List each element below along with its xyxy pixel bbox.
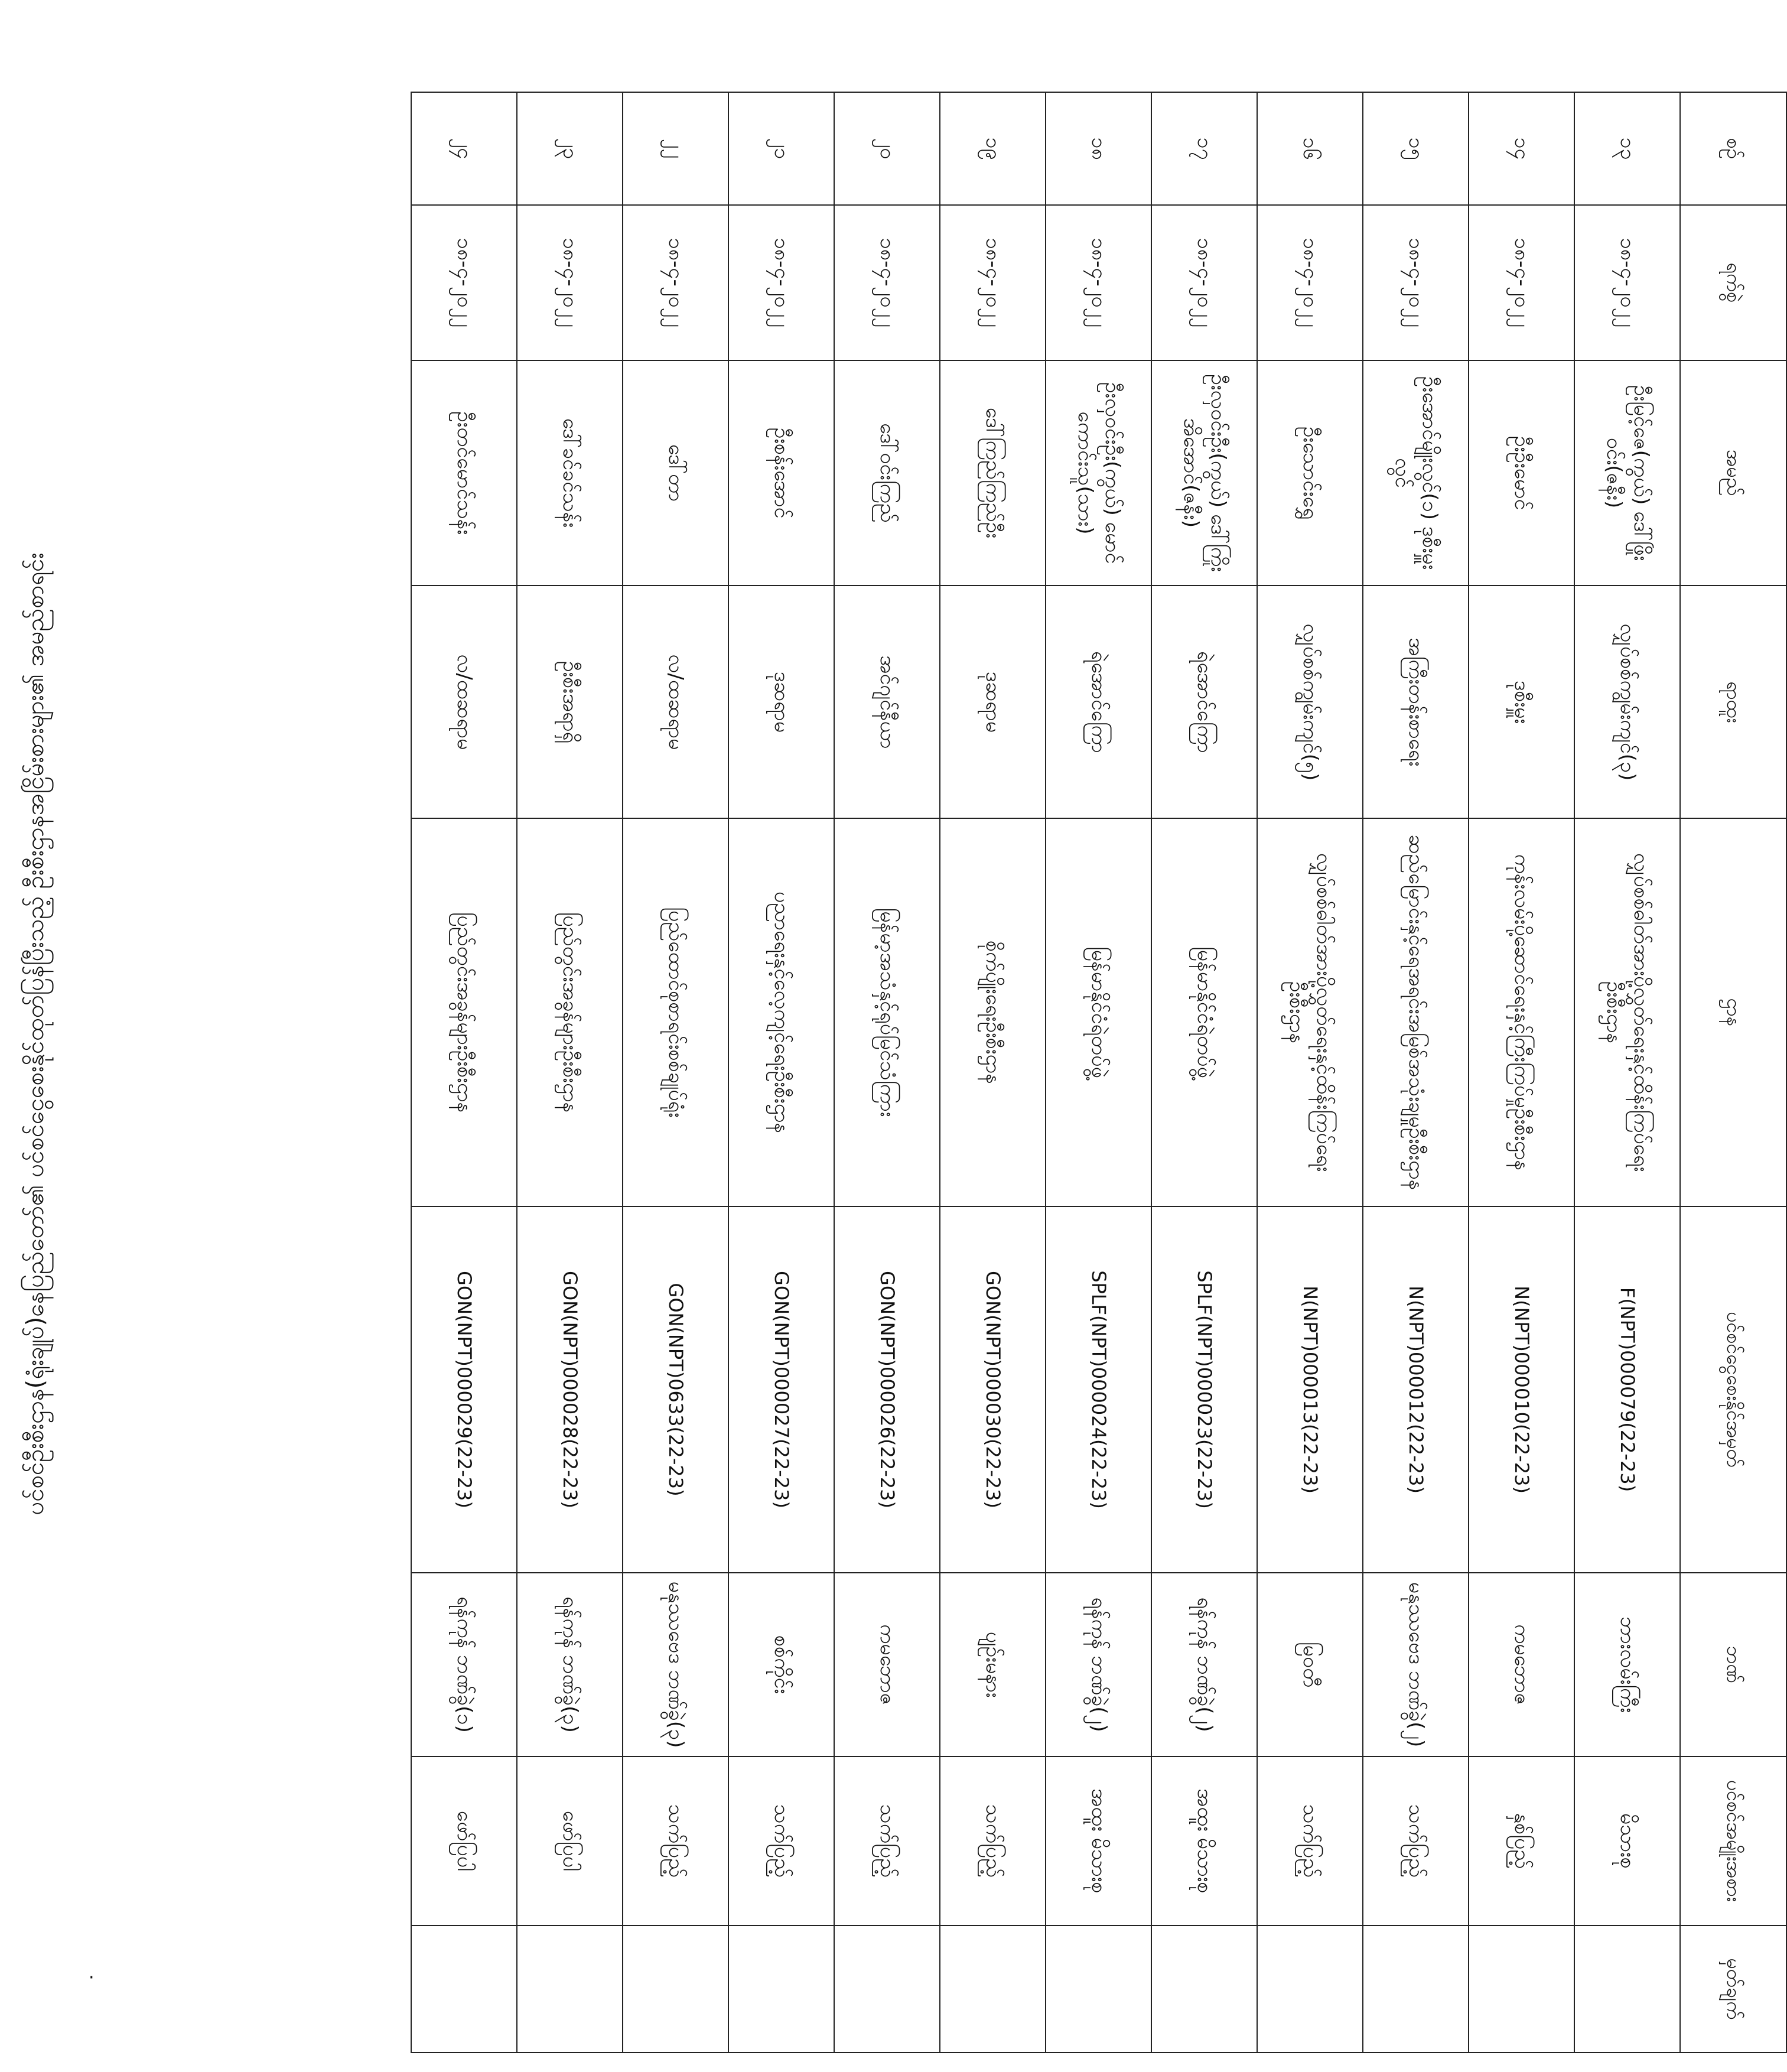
table-row: [1151, 92, 1257, 2053]
cell-no: ၁၅: [1363, 92, 1469, 205]
cell-category: သက်ပြည့်: [728, 1757, 834, 1925]
cell-no: ၁၃: [1574, 92, 1680, 205]
cell-department: ဆည်မြောင်းနှင့်ရေအရင်းအမြစ်အသုံးချမှုဦးစီးဌာန: [1363, 818, 1469, 1206]
cell-permit-no: GON(NPT)000027(22-23): [728, 1206, 834, 1573]
cell-pension-type: မြဝတီ: [1257, 1573, 1363, 1756]
cell-name: ဦးအောင်မျိုးလွင်(၁) ဒုစီးမှူးလွင်: [1363, 360, 1469, 586]
cell-name: ဦးမြင့်ဇေ(ကွယ်) ဒေါ်ဖြိုးဝင်း(ဇနီး): [1574, 360, 1680, 586]
cell-position: ဒုစီးမှူး: [1469, 586, 1574, 818]
cell-position: လျှပ်စစ်ကျွမ်းကျင်(၅): [1257, 586, 1363, 818]
cell-date: ၁၈-၄-၂၀၂၂: [411, 205, 517, 360]
cell-pension-type: ရန်ကုန် ဘဏ်ခွဲ(၂): [1151, 1573, 1257, 1756]
document-title: ပင်စင်ဦးစီးဌာန(ရုံးချုပ်)နေပြည်တော်၏ ပင်စင်ငွေစေးနိုင်ထုတ်ပြန်ပြီးသည့် ဦးစီးဌာနအငြိမ်းစားများ၏ အမည်စာရင်း: [22, 552, 49, 1515]
header-name: အမည်: [1680, 360, 1786, 586]
table-row: [834, 92, 940, 2053]
cell-date: ၁၈-၄-၂၀၂၂: [834, 205, 940, 360]
cell-pension-type: ကမဘောဇ: [1469, 1573, 1574, 1756]
cell-pension-type: ကမဘောဇ: [834, 1573, 940, 1756]
cell-permit-no: SPLF(NPT)000024(22-23): [1046, 1206, 1151, 1573]
table-header-row: [1680, 92, 1786, 2053]
cell-date: ၁၈-၄-၂၀၂၂: [1469, 205, 1574, 360]
table-row: [728, 92, 834, 2053]
cell-department: ပညာရေးနှင့်လေ့ကျင့်ရေးဦးစီးဌာန: [728, 818, 834, 1206]
cell-date: ၁၈-၄-၂၀၂၂: [1363, 205, 1469, 360]
cell-remark: [1574, 1925, 1680, 2053]
cell-pension-type: ရန်ကုန် ဘဏ်ခွဲ(၃): [517, 1573, 623, 1756]
header-department: ဌာန: [1680, 818, 1786, 1206]
cell-category: သက်ပြည့်: [1363, 1757, 1469, 1925]
cell-department: လျှပ်စစ်ဓါတ်အားပို့လွှတ်ရေးနှင့်ထိန်းကြပ်ရေး ဦးစီးဌာန: [1257, 818, 1363, 1206]
cell-remark: [411, 1925, 517, 2053]
cell-name: ဦးလှဝင်းဦး(ကွယ်) မောင်ကောင်းသူ(သား): [1046, 360, 1151, 586]
cell-name: ဦးသောင်းရွှေ: [1257, 360, 1363, 586]
cell-date: ၁၈-၄-၂၀၂၂: [940, 205, 1046, 360]
cell-department: ကုန်းလမ်းပို့ဆောင်ရေးနှင့်ကြီးကြပ်မှုဦးစီးဌာန: [1469, 818, 1574, 1206]
cell-permit-no: F(NPT)000079(22-23): [1574, 1206, 1680, 1573]
cell-name: ဒေါ်ဝင်းကြည်: [834, 360, 940, 586]
cell-permit-no: SPLF(NPT)000023(22-23): [1151, 1206, 1257, 1573]
cell-no: ၂၄: [411, 92, 517, 205]
cell-remark: [1257, 1925, 1363, 2053]
cell-no: ၁၉: [940, 92, 1046, 205]
cell-department: မြန်မာနိုင်ငံရဲတပ်ဖွဲ့: [1151, 818, 1257, 1206]
cell-no: ၁၇: [1151, 92, 1257, 205]
cell-category: နှစ်ပြည့်: [1469, 1757, 1574, 1925]
cell-permit-no: GON(NPT)0633(22-23): [623, 1206, 728, 1573]
cell-permit-no: GON(NPT)000030(22-23): [940, 1206, 1046, 1573]
cell-name: ဒေါ်တာ: [623, 360, 728, 586]
cell-date: ၁၈-၄-၂၀၂၂: [1151, 205, 1257, 360]
cell-category: သက်ပြည့်: [940, 1757, 1046, 1925]
cell-name: ဦးစန်းအောင်: [728, 360, 834, 586]
cell-date: ၁၈-၄-၂၀၂၂: [1257, 205, 1363, 360]
cell-position: အင်ဂျင်နီယာ: [834, 586, 940, 818]
cell-permit-no: GON(NPT)000026(22-23): [834, 1206, 940, 1573]
pension-table: [411, 92, 1787, 2053]
cell-category: အထူး မိသားစု: [1151, 1757, 1257, 1925]
cell-permit-no: N(NPT)000013(22-23): [1257, 1206, 1363, 1573]
cell-position: အကြီးတန်းစာရေး: [1363, 586, 1469, 818]
cell-pension-type: ပျဉ်းမနား: [940, 1573, 1046, 1756]
cell-no: ၁၈: [1046, 92, 1151, 205]
cell-date: ၁၈-၄-၂၀၂၂: [1046, 205, 1151, 360]
header-pension-type: ဘဏ်: [1680, 1573, 1786, 1756]
cell-remark: [940, 1925, 1046, 2053]
cell-department: မြန်မာနိုင်ငံရဲတပ်ဖွဲ့: [1046, 818, 1151, 1206]
cell-no: ၂၀: [834, 92, 940, 205]
header-permit-no: ပင်စင်ငွေစေးနိုင်အမှတ်: [1680, 1206, 1786, 1573]
cell-remark: [1469, 1925, 1574, 2053]
cell-pension-type: မနုဿဗေဒ ဘဏ်ခွဲ(၂): [1363, 1573, 1469, 1756]
cell-department: လျှပ်စစ်ဓါတ်အားပို့လွှတ်ရေးနှင့်ထိန်းကြပ်ရေး ဦးစီးဌာန: [1574, 818, 1680, 1206]
cell-pension-type: ရန်ကုန် ဘဏ်ခွဲ(၁): [411, 1573, 517, 1756]
cell-position: လ/ထဆရာမ: [411, 586, 517, 818]
cell-position: ဒုဆရာမ: [940, 586, 1046, 818]
cell-position: ရဲအောင်ကြော: [1151, 586, 1257, 818]
cell-category: ဖော်ပြပါ: [411, 1757, 517, 1925]
header-no: စဉ်: [1680, 92, 1786, 205]
cell-department: စိုက်ပျိုးရေးဦးစီးဌာန: [940, 818, 1046, 1206]
cell-name: ဦးဦးမောင်: [1469, 360, 1574, 586]
cell-pension-type: ဘားလမ်းကြီး: [1574, 1573, 1680, 1756]
cell-remark: [834, 1925, 940, 2053]
cell-remark: [517, 1925, 623, 2053]
cell-category: သက်ပြည့်: [834, 1757, 940, 1925]
margin-mark: ·: [89, 1967, 95, 1988]
cell-name: ဒေါ်ကြည်ကြည်ဦး: [940, 360, 1046, 586]
header-category: ပင်စင်အမျိုးအစား: [1680, 1757, 1786, 1925]
cell-remark: [623, 1925, 728, 2053]
cell-name: ဦးတင်မောင်သန်း: [411, 360, 517, 586]
cell-position: လ/ထဆရာမ: [623, 586, 728, 818]
table-row: [940, 92, 1046, 2053]
header-date: ရက်စွဲ: [1680, 205, 1786, 360]
table-row: [1046, 92, 1151, 2053]
cell-remark: [1151, 1925, 1257, 2053]
cell-permit-no: GON(NPT)000028(22-23): [517, 1206, 623, 1573]
cell-remark: [1046, 1925, 1151, 2053]
cell-remark: [1363, 1925, 1469, 2053]
cell-date: ၁၈-၄-၂၀၂၂: [728, 205, 834, 360]
cell-no: ၁၄: [1469, 92, 1574, 205]
cell-category: သက်ပြည့်: [1257, 1757, 1363, 1925]
cell-no: ၂၁: [728, 92, 834, 205]
cell-position: ဦးစီးအရာရှိ: [517, 586, 623, 818]
cell-department: ပြည်တွင်းအခွန်များဦးစီးဌာန: [517, 818, 623, 1206]
cell-permit-no: N(NPT)000012(22-23): [1363, 1206, 1469, 1573]
table-row: [1469, 92, 1574, 2053]
cell-date: ၁၈-၄-၂၀၂၂: [1574, 205, 1680, 360]
table-row: [411, 92, 517, 2053]
cell-category: ဖော်ပြပါ: [517, 1757, 623, 1925]
cell-position: ဒုဆရာမ: [728, 586, 834, 818]
cell-department: ပြည်တွင်းအခွန်များဦးစီးဌာန: [411, 818, 517, 1206]
table-row: [517, 92, 623, 2053]
cell-date: ၁၈-၄-၂၀၂၂: [623, 205, 728, 360]
cell-permit-no: GON(NPT)000029(22-23): [411, 1206, 517, 1573]
cell-remark: [728, 1925, 834, 2053]
cell-position: လျှပ်စစ်ကျွမ်းကျင်(၃): [1574, 586, 1680, 818]
cell-permit-no: N(NPT)000010(22-23): [1469, 1206, 1574, 1573]
header-remark: မှတ်ချက်: [1680, 1925, 1786, 2053]
cell-pension-type: စစ်ကိုင်း: [728, 1573, 834, 1756]
cell-no: ၁၆: [1257, 92, 1363, 205]
cell-name: ဒေါ်ခင်ခင်သန်း: [517, 360, 623, 586]
pension-table-container: [411, 92, 1787, 2053]
cell-category: အထူး မိသားစု: [1046, 1757, 1151, 1925]
header-position: ရာထူး: [1680, 586, 1786, 818]
cell-no: ၂၃: [517, 92, 623, 205]
cell-category: မိသားစု: [1574, 1757, 1680, 1925]
cell-department: မြန်မာ့အသံနှင့်ရုပ်မြင်သံကြား: [834, 818, 940, 1206]
cell-department: ပြည်ထောင်စုစာရင်းစစ်ချုပ်ရုံး: [623, 818, 728, 1206]
cell-pension-type: မနုဿဗေဒ ဘဏ်ခွဲ(၃): [623, 1573, 728, 1756]
cell-name: ဦးလှဝင်းဦး(ကွယ်) ဒေါ်ကြိုးအိအောင်(ဇနီး): [1151, 360, 1257, 586]
cell-pension-type: ရန်ကုန် ဘဏ်ခွဲ(၂): [1046, 1573, 1151, 1756]
cell-position: ရဲအောင်ကြော: [1046, 586, 1151, 818]
table-row: [1363, 92, 1469, 2053]
cell-category: သက်ပြည့်: [623, 1757, 728, 1925]
cell-no: ၂၂: [623, 92, 728, 205]
table-row: [623, 92, 728, 2053]
table-row: [1257, 92, 1363, 2053]
cell-date: ၁၈-၄-၂၀၂၂: [517, 205, 623, 360]
table-row: [1574, 92, 1680, 2053]
